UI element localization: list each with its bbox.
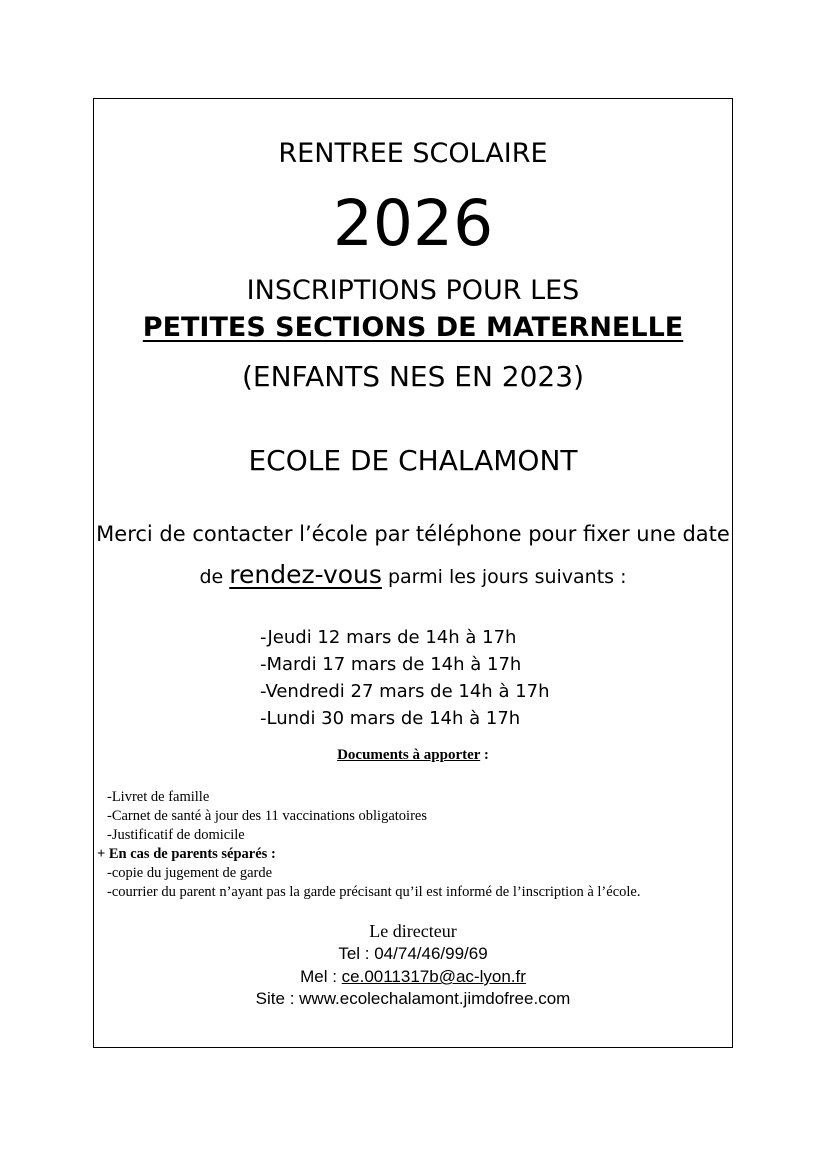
contact-intro-line1: Merci de contacter l’école par téléphone pour fixer une date [96, 522, 730, 546]
mel-prefix: Mel : [300, 967, 342, 986]
contact-intro-line2 [0, 560, 826, 589]
signature-tel: Tel : 04/74/46/99/69 [338, 944, 488, 963]
date-item: -Vendredi 27 mars de 14h à 17h [260, 681, 550, 702]
rdv-word: rendez-vous [229, 560, 382, 589]
rdv-suffix: parmi les jours suivants : [381, 566, 627, 588]
document-item: -Livret de famille [107, 789, 210, 805]
signature-mel [0, 967, 826, 987]
document-item: -Carnet de santé à jour des 11 vaccinations obligatoires [107, 808, 427, 824]
documents-title-suffix: : [480, 747, 489, 763]
heading-year: 2026 [332, 187, 494, 260]
document-item: -Justificatif de domicile [107, 827, 245, 843]
documents-title-text: Documents à apporter [337, 747, 481, 763]
document-item: -courrier du parent n’ayant pas la garde précisant qu’il est informé de l’inscription à l’école. [107, 884, 641, 900]
documents-list [97, 788, 640, 902]
document-item: -copie du jugement de garde [107, 865, 273, 881]
heading-ecole: ECOLE DE CHALAMONT [248, 444, 578, 477]
documents-title [0, 747, 826, 764]
date-item: -Jeudi 12 mars de 14h à 17h [260, 627, 517, 648]
heading-rentree: RENTREE SCOLAIRE [278, 138, 548, 169]
date-item: -Mardi 17 mars de 14h à 17h [260, 654, 522, 675]
rdv-prefix: de [199, 566, 230, 588]
signature-site: Site : www.ecolechalamont.jimdofree.com [255, 989, 571, 1008]
separated-parents-heading: + En cas de parents séparés : [97, 846, 276, 862]
heading-inscriptions: INSCRIPTIONS POUR LES [246, 275, 580, 306]
email-link[interactable]: ce.0011317b@ac-lyon.fr [341, 967, 526, 986]
signature-director: Le directeur [369, 921, 457, 941]
dates-list [260, 624, 550, 732]
heading-enfants: (ENFANTS NES EN 2023) [241, 360, 584, 393]
heading-petites-sections: PETITES SECTIONS DE MATERNELLE [142, 312, 684, 343]
date-item: -Lundi 30 mars de 14h à 17h [260, 708, 521, 729]
